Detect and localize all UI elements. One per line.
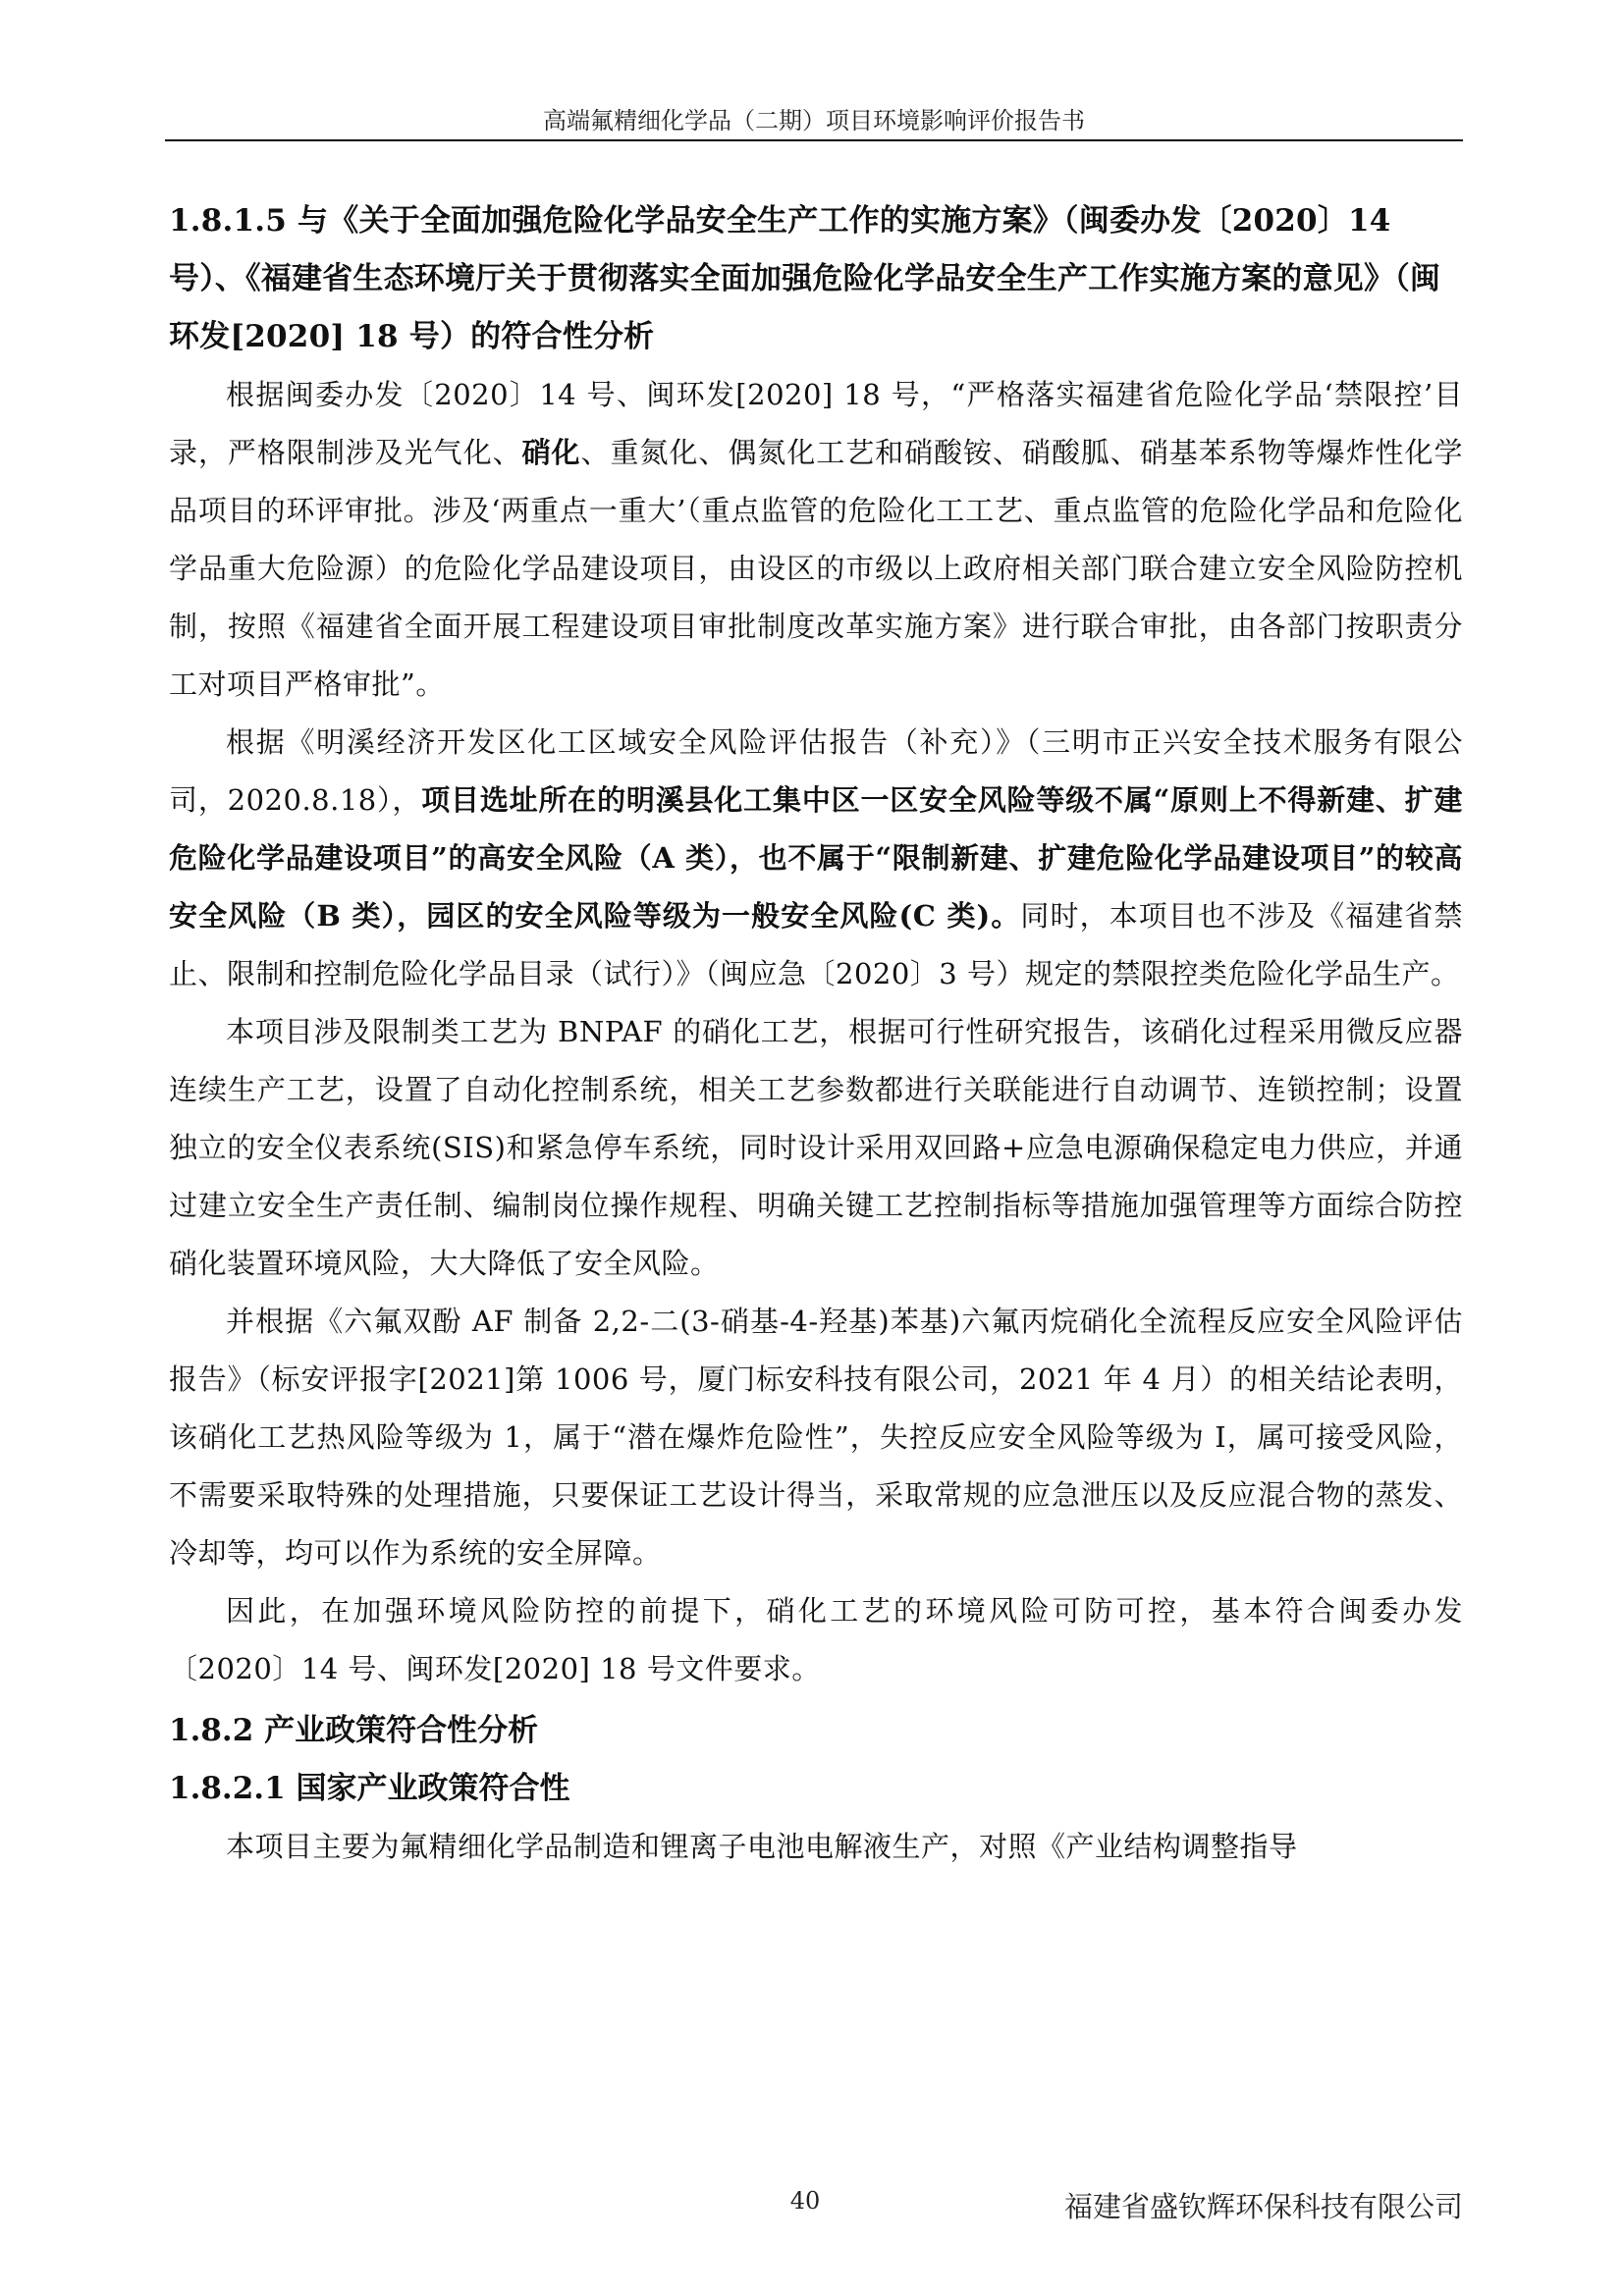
paragraph-2-bold: 项目选址所在的明溪县化工集中区一区安全风险等级不属“原则上不得新建、扩建危险化学品建设项目”的高安全风险（A 类），也不属于“限制新建、扩建危险化学品建设项目”的较高安全风险（B 类），园区的安全风险等级为一般安全风险(C 类)。 — [169, 783, 1463, 933]
document-header: 高端氟精细化学品（二期）项目环境影响评价报告书 — [543, 107, 1085, 134]
paragraph-5: 因此，在加强环境风险防控的前提下，硝化工艺的环境风险可防可控，基本符合闽委办发〔2020〕14 号、闽环发[2020] 18 号文件要求。 — [169, 1594, 1463, 1685]
paragraph-3: 本项目涉及限制类工艺为 BNPAF 的硝化工艺，根据可行性研究报告，该硝化过程采用微反应器连续生产工艺，设置了自动化控制系统，相关工艺参数都进行关联能进行自动调节、连锁控制；设置独立的安全仪表系统(SIS)和紧急停车系统，同时设计采用双回路+应急电源确保稳定电力供应，并通过建立安全生产责任制、编制岗位操作规程、明确关键工艺控制指标等措施加强管理等方面综合防控硝化装置环境风险，大大降低了安全风险。 — [169, 1015, 1463, 1280]
paragraph-2-part-a: 根据《明溪经济开发区化工区域安全风险评估报告（补充）》（三明市正兴安全技术服务有限公司，2020.8.18）， — [169, 725, 1463, 817]
paragraph-1-bold: 硝化 — [521, 436, 581, 469]
section-heading-1-8-2: 1.8.2 产业政策符合性分析 — [169, 1713, 539, 1748]
paragraph-6: 本项目主要为氟精细化学品制造和锂离子电池电解液生产，对照《产业结构调整指导 — [226, 1830, 1298, 1863]
paragraph-1-part-c: 、重氮化、偶氮化工艺和硝酸铵、硝酸胍、硝基苯系物等爆炸性化学品项目的环评审批。涉及‘两重点一重大’（重点监管的危险化工工艺、重点监管的危险化学品和危险化学品重大危险源）的危险化学品建设项目，由设区的市级以上政府相关部门联合建立安全风险防控机制，按照《福建省全面开展工程建设项目审批制度改革实施方案》进行联合审批，由各部门按职责分工对项目严格审批”。 — [169, 436, 1463, 701]
paragraph-1 — [169, 366, 1463, 714]
paragraph-2-part-c: 同时，本项目也不涉及《福建省禁止、限制和控制危险化学品目录（试行）》（闽应急〔2020〕3 号）规定的禁限控类危险化学品生产。 — [169, 899, 1463, 990]
section-heading-1-8-2-1: 1.8.2.1 国家产业政策符合性 — [169, 1771, 570, 1806]
paragraph-1-part-a: 根据闽委办发〔2020〕14 号、闽环发[2020] 18 号，“严格落实福建省危险化学品‘禁限控’目录，严格限制涉及光气化、 — [169, 378, 1463, 469]
page-body — [169, 192, 1463, 1876]
header-divider — [165, 139, 1463, 141]
page-number: 40 — [789, 2187, 821, 2215]
paragraph-2 — [169, 714, 1463, 1003]
paragraph-4: 并根据《六氟双酚 AF 制备 2,2-二(3-硝基-4-羟基)苯基)六氟丙烷硝化全流程反应安全风险评估报告》（标安评报字[2021]第 1006 号，厦门标安科技有限公司，2021 年 4 月）的相关结论表明，该硝化工艺热风险等级为 1，属于“潜在爆炸危险性”，失控反应安全风险等级为 I，属可接受风险，不需要采取特殊的处理措施，只要保证工艺设计得当，采取常规的应急泄压以及反应混合物的蒸发、冷却等，均可以作为系统的安全屏障。 — [169, 1305, 1463, 1570]
section-heading-1-8-1-5: 1.8.1.5 与《关于全面加强危险化学品安全生产工作的实施方案》（闽委办发〔2020〕14 号）、《福建省生态环境厅关于贯彻落实全面加强危险化学品安全生产工作实施方案的意见》（闽环发[2020] 18 号）的符合性分析 — [169, 203, 1441, 354]
footer-company-name: 福建省盛钦辉环保科技有限公司 — [1063, 2190, 1463, 2223]
